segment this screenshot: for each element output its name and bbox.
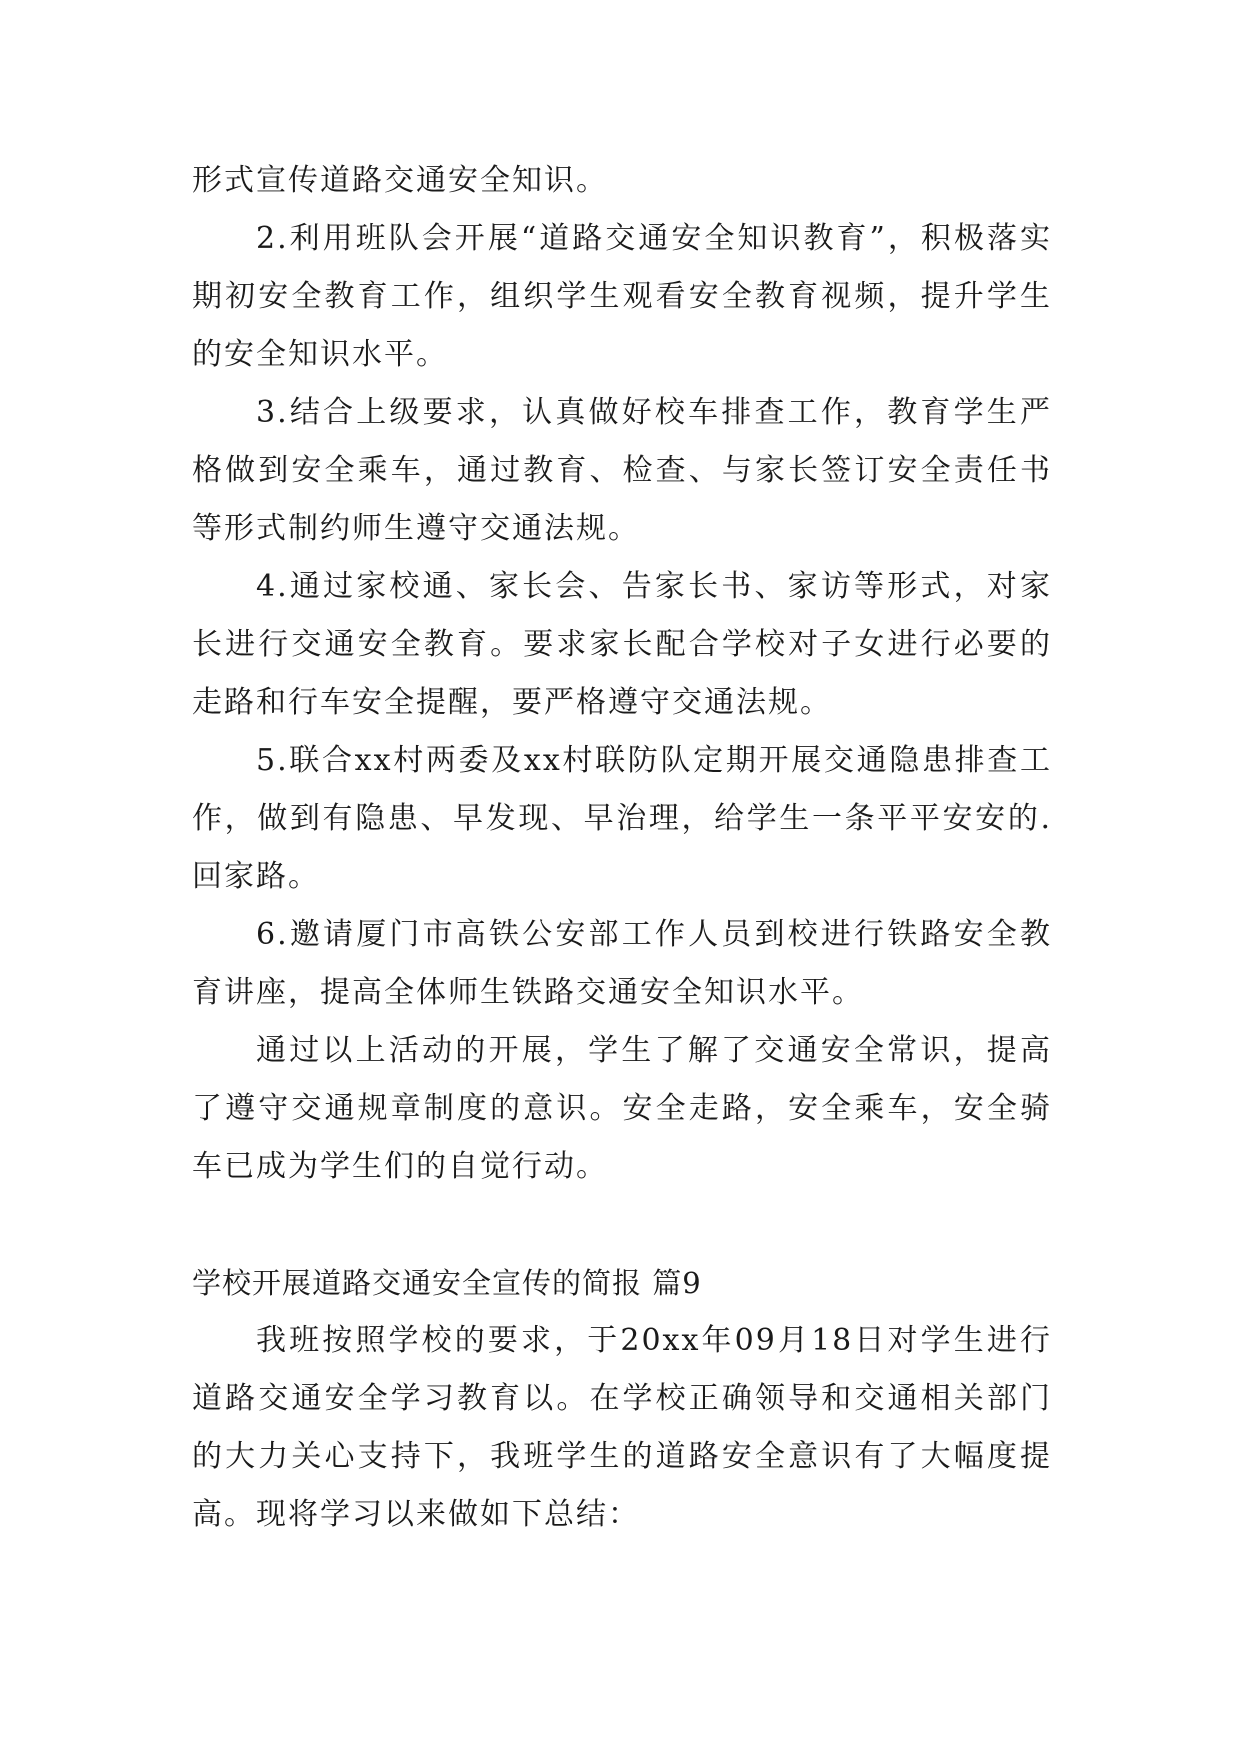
paragraph-item-3: 3.结合上级要求，认真做好校车排查工作，教育学生严格做到安全乘车，通过教育、检查、与家长签订安全责任书等形式制约师生遵守交通法规。 bbox=[192, 395, 1052, 546]
section-spacer bbox=[192, 1196, 1052, 1254]
paragraph-continuation: 形式宣传道路交通安全知识。 bbox=[192, 163, 608, 198]
paragraph-intro: 我班按照学校的要求，于20xx年09月18日对学生进行道路交通安全学习教育以。在学校正确领导和交通相关部门的大力关心支持下，我班学生的道路安全意识有了大幅度提高。现将学习以来做如下总结： bbox=[192, 1323, 1052, 1532]
paragraph-item-4: 4.通过家校通、家长会、告家长书、家访等形式，对家长进行交通安全教育。要求家长配合学校对子女进行必要的走路和行车安全提醒，要严格遵守交通法规。 bbox=[192, 569, 1052, 720]
paragraph-item-2: 2.利用班队会开展“道路交通安全知识教育”，积极落实期初安全教育工作，组织学生观看安全教育视频，提升学生的安全知识水平。 bbox=[192, 221, 1052, 372]
section-heading: 学校开展道路交通安全宣传的简报 篇9 bbox=[192, 1266, 702, 1300]
paragraph-summary: 通过以上活动的开展，学生了解了交通安全常识，提高了遵守交通规章制度的意识。安全走路，安全乘车，安全骑车已成为学生们的自觉行动。 bbox=[192, 1033, 1052, 1184]
paragraph-item-5: 5.联合xx村两委及xx村联防队定期开展交通隐患排查工作，做到有隐患、早发现、早治理，给学生一条平平安安的.回家路。 bbox=[192, 743, 1052, 894]
paragraph-item-6: 6.邀请厦门市高铁公安部工作人员到校进行铁路安全教育讲座，提高全体师生铁路交通安全知识水平。 bbox=[192, 917, 1052, 1010]
document-body bbox=[192, 152, 1052, 1544]
